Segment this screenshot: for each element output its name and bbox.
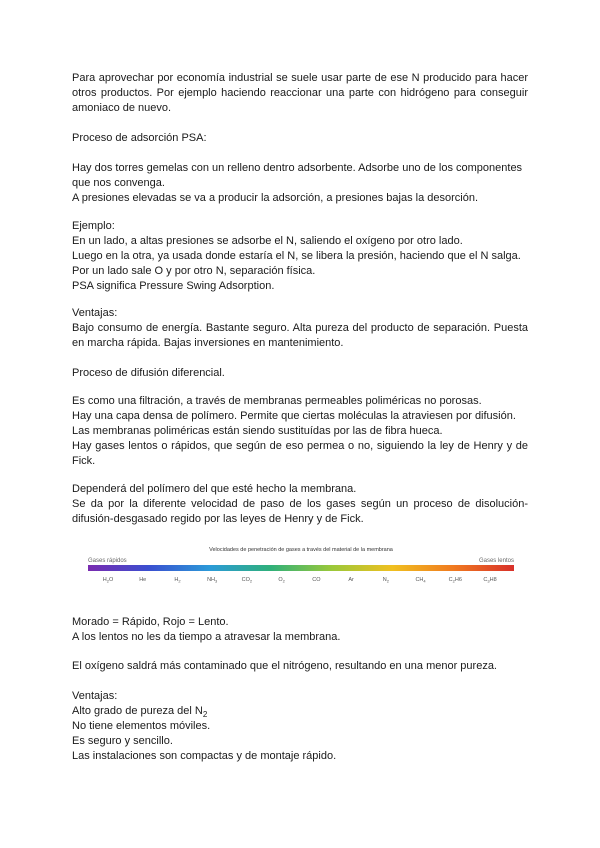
heading-ventajas-psa: Ventajas: <box>72 307 118 319</box>
ejemplo-line-2: Luego en la otra, ya usada donde estaría el N, se libera la presión, haciendo que el N salga. <box>72 250 521 262</box>
ventaja-pureza-text: Alto grado de pureza del N <box>72 705 203 717</box>
gas-label: $NH_3$ <box>207 577 218 584</box>
gas-permeation-figure <box>86 543 516 587</box>
gas-label: $C_2H6$ <box>448 577 462 584</box>
polimero-line-1: Dependerá del polímero del que esté hecho la membrana. <box>72 483 357 495</box>
gas-label: $C_3H8$ <box>483 577 497 584</box>
psa-line-2: que nos convenga. <box>72 177 165 189</box>
difusion-line-3: Las membranas poliméricas están siendo sustituídas por las de fibra hueca. <box>72 425 443 437</box>
paragraph-difusion <box>72 394 528 469</box>
spectrum-bar <box>88 565 514 571</box>
gas-label: $H_2O$ <box>102 577 114 584</box>
ventaja-pureza-subscript: 2 <box>202 710 208 719</box>
figure-slow-label: Gases lentos <box>478 558 514 564</box>
ejemplo-line-4: PSA significa Pressure Swing Adsorption. <box>72 280 275 292</box>
heading-ejemplo: Ejemplo: <box>72 220 115 232</box>
difusion-line-1: Es como una filtración, a través de membranas permeables poliméricas no porosas. <box>72 395 482 407</box>
list-ventajas-membrana <box>72 704 528 764</box>
colores-line-2: A los lentos no les da tiempo a atravesar la membrana. <box>72 631 341 643</box>
difusion-line-4: Hay gases lentos o rápidos, que según de eso permea o no, siguiendo la ley de Henry y de Fick. <box>72 440 528 467</box>
psa-line-3: A presiones elevadas se va a producir la adsorción, a presiones bajas la desorción. <box>72 192 479 204</box>
ventaja-pureza <box>72 704 528 719</box>
paragraph-oxigeno: El oxígeno saldrá más contaminado que el nitrógeno, resultando en una menor pureza. <box>72 660 497 672</box>
gas-label: $H_2$ <box>174 577 181 584</box>
figure-fast-label: Gases rápidos <box>88 558 127 564</box>
gas-label: CO <box>312 577 321 583</box>
psa-line-1: Hay dos torres gemelas con un relleno dentro adsorbente. Adsorbe uno de los componentes <box>72 162 523 174</box>
ventaja-seguro: Es seguro y sencillo. <box>72 735 173 747</box>
paragraph-ventajas-psa: Bajo consumo de energía. Bastante seguro. Alta pureza del producto de separación. Puesta en marcha rápida. Bajas inversiones en mantenimiento. <box>72 322 528 349</box>
heading-ventajas-membrana: Ventajas: <box>72 690 118 702</box>
gas-label: $CH_4$ <box>415 577 426 584</box>
heading-difusion: Proceso de difusión diferencial. <box>72 367 225 379</box>
ventaja-moviles: No tiene elementos móviles. <box>72 720 211 732</box>
gas-label: $CO_2$ <box>241 577 253 584</box>
polimero-line-2: Se da por la diferente velocidad de paso de los gases según un proceso de disolución-difusión-desgasado regido por las leyes de Henry y de Fick. <box>72 498 528 525</box>
gas-label: Ar <box>348 577 354 583</box>
colores-line-1: Morado = Rápido, Rojo = Lento. <box>72 616 229 628</box>
paragraph-ejemplo <box>72 234 528 294</box>
paragraph-colores <box>72 615 528 645</box>
paragraph-psa <box>72 161 528 206</box>
difusion-line-2: Hay una capa densa de polímero. Permite que ciertas moléculas la atraviesen por difusión. <box>72 410 516 422</box>
paragraph-polimero <box>72 482 528 527</box>
heading-psa: Proceso de adsorción PSA: <box>72 132 207 144</box>
gas-label: He <box>139 577 147 583</box>
ventaja-compactas: Las instalaciones son compactas y de montaje rápido. <box>72 750 337 762</box>
ejemplo-line-1: En un lado, a altas presiones se adsorbe el N, saliendo el oxígeno por otro lado. <box>72 235 463 247</box>
gas-label-row <box>103 577 497 584</box>
gas-label: $N_2$ <box>382 577 389 584</box>
figure-title: Velocidades de penetración de gases a través del material de la membrana <box>209 547 393 553</box>
gas-label: $O_2$ <box>278 577 285 584</box>
ejemplo-line-3: Por un lado sale O y por otro N, separación física. <box>72 265 316 277</box>
paragraph-intro: Para aprovechar por economía industrial se suele usar parte de ese N producido para hacer otros productos. Por ejemplo haciendo reaccionar una parte con hidrógeno para conseguir amoniaco de nuevo. <box>72 72 528 114</box>
